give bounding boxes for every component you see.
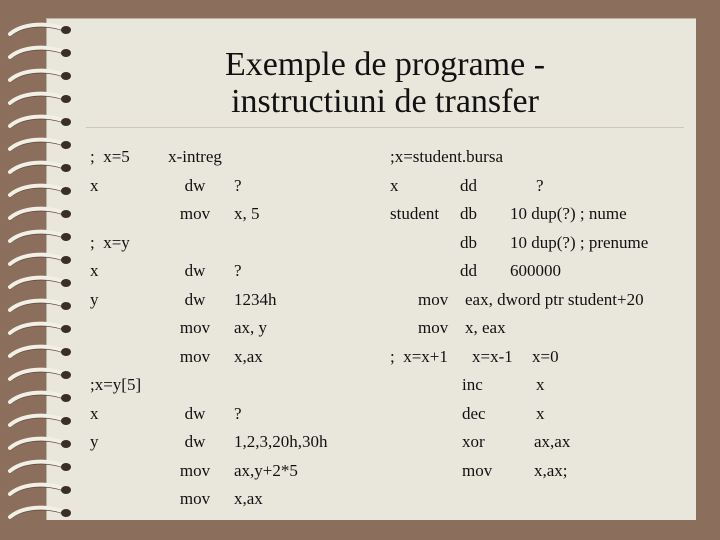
binding-ring: [10, 186, 71, 197]
right-code-operand-4: 600000: [510, 261, 561, 280]
binding-ring: [10, 209, 71, 220]
right-code-operand-9: x: [536, 403, 545, 423]
right-code-label-7: ; x=x+1: [390, 346, 448, 366]
left-code-operand-2: x, 5: [234, 204, 260, 223]
binding-ring: [10, 347, 71, 358]
right-code-mnemonic-1: dd: [460, 175, 477, 195]
left-code-mnemonic-3: [160, 229, 230, 258]
binding-ring: [10, 140, 71, 151]
left-code-label-4: x: [90, 261, 99, 280]
right-code-operand-7: x=0: [532, 346, 559, 366]
left-code-operand-0: [234, 143, 328, 172]
left-code-mnemonic-2: mov: [179, 204, 211, 223]
left-code-col-operands: [234, 143, 328, 514]
binding-ring: [10, 48, 71, 59]
right-code-mnemonic-2: db: [460, 204, 477, 223]
right-code-operand-3: 10 dup(?) ; prenume: [510, 232, 649, 252]
binding-ring: [10, 508, 71, 519]
binding-ring: [10, 278, 71, 289]
left-code-label-1: x: [90, 175, 99, 195]
left-code-label-6: [90, 314, 141, 343]
left-code-label-8: ;x=y[5]: [90, 375, 142, 394]
right-code-operand-1: ?: [536, 175, 544, 195]
right-code-mnemonic-7: x=x-1: [472, 346, 513, 366]
left-code-operand-12: x,ax: [234, 489, 263, 508]
left-code-label-10: y: [90, 432, 99, 451]
binding-ring: [10, 301, 71, 312]
left-code-mnemonic-9: dw: [184, 403, 206, 423]
right-code-mnemonic-4: dd: [460, 261, 477, 280]
left-code-operand-1: ?: [234, 175, 242, 195]
left-code-mnemonic-6: mov: [179, 318, 211, 337]
right-code-mnemonic-9: dec: [462, 403, 486, 423]
binding-ring: [10, 462, 71, 473]
spiral-binding: [0, 0, 80, 540]
left-code-label-11: [90, 457, 141, 486]
binding-ring: [10, 94, 71, 105]
left-code-mnemonic-7: mov: [179, 346, 211, 366]
binding-ring: [10, 393, 71, 404]
binding-ring: [10, 370, 71, 381]
right-code-operand-0: [510, 143, 648, 172]
right-code-operand-6: x, eax: [465, 318, 506, 337]
left-code-operand-11: ax,y+2*5: [234, 460, 298, 480]
slide-title-line2: instructiuni de transfer: [231, 83, 539, 120]
right-code-mnemonic-3: db: [460, 232, 477, 252]
left-code-operand-6: ax, y: [234, 318, 268, 337]
left-code-operand-10: 1,2,3,20h,30h: [234, 432, 328, 451]
binding-ring: [10, 117, 71, 128]
left-code-operand-5: 1234h: [234, 289, 277, 309]
binding-ring: [10, 485, 71, 496]
left-code-operand-4: ?: [234, 261, 242, 280]
left-code-mnemonic-12: mov: [179, 489, 211, 508]
right-code-label-3: [390, 229, 458, 258]
left-code-mnemonic-10: dw: [184, 432, 206, 451]
right-code-label-11: [390, 457, 458, 486]
left-code-label-12: [90, 485, 141, 514]
left-code-mnemonic-1: dw: [184, 175, 206, 195]
right-code-label-0: ;x=student.bursa: [390, 147, 503, 166]
left-code-label-3: ; x=y: [90, 232, 130, 252]
left-code-label-0: ; x=5: [90, 147, 130, 166]
right-code-mnemonic-8: inc: [462, 375, 483, 394]
right-code-label-10: [390, 428, 458, 457]
left-code-operand-3: [234, 229, 328, 258]
title-divider: [86, 127, 684, 128]
left-code-operand-8: [234, 371, 328, 400]
right-code-label-9: [390, 400, 458, 429]
left-code-label-7: [90, 343, 141, 372]
right-code-label-8: [390, 371, 458, 400]
right-code-mnemonic-11: mov: [462, 460, 493, 480]
binding-ring: [10, 71, 71, 82]
left-code-col-labels: [90, 143, 141, 514]
binding-ring: [10, 255, 71, 266]
right-code-operand-5: eax, dword ptr student+20: [465, 289, 644, 309]
right-code-mnemonic-0: [460, 143, 513, 172]
left-code-label-9: x: [90, 403, 99, 423]
binding-ring: [10, 439, 71, 450]
right-code-mnemonic-10: xor: [462, 432, 485, 451]
binding-ring: [10, 25, 71, 36]
right-code-operand-10: ax,ax: [534, 432, 571, 451]
left-code-mnemonic-0: x-intreg: [168, 147, 222, 166]
right-code-label-4: [390, 257, 458, 286]
left-code-operand-9: ?: [234, 403, 242, 423]
right-code-operand-11: x,ax;: [534, 460, 568, 480]
right-code-operand-2: 10 dup(?) ; nume: [510, 204, 627, 223]
binding-ring: [10, 416, 71, 427]
right-code-operand-8: x: [536, 375, 545, 394]
left-code-col-mnemonics: [160, 143, 230, 514]
left-code-label-2: [90, 200, 141, 229]
right-code-label-2: student: [390, 204, 440, 223]
slide-title-line1: Exemple de programe -: [224, 46, 546, 83]
left-code-mnemonic-11: mov: [179, 460, 211, 480]
right-code-mnemonic-5: mov: [418, 289, 449, 309]
left-code-label-5: y: [90, 289, 99, 309]
binding-ring: [10, 324, 71, 335]
left-code-mnemonic-8: [160, 371, 230, 400]
left-code-operand-7: x,ax: [234, 346, 263, 366]
right-code-mnemonic-6: mov: [418, 318, 449, 337]
left-code-mnemonic-4: dw: [184, 261, 206, 280]
binding-ring: [10, 163, 71, 174]
right-code-label-1: x: [390, 175, 399, 195]
left-code-mnemonic-5: dw: [184, 289, 206, 309]
binding-ring: [10, 232, 71, 243]
